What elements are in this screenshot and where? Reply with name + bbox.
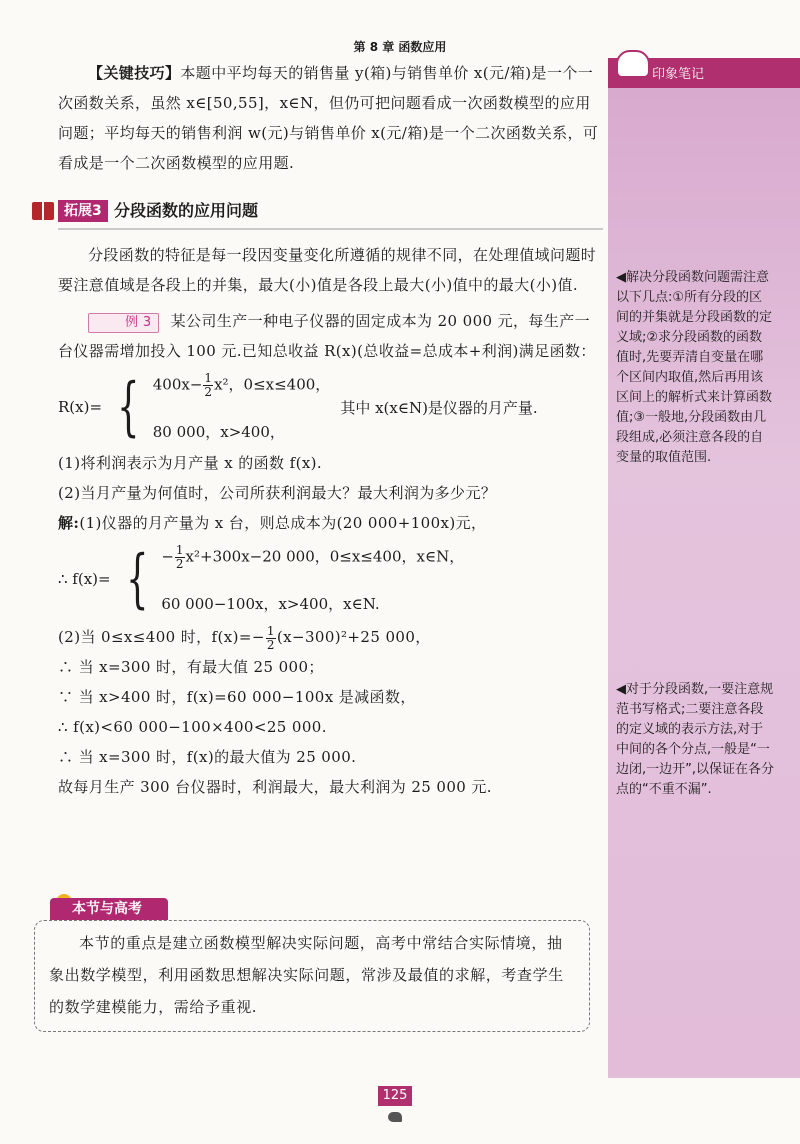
fraction-num: 1 <box>175 543 184 557</box>
chapter-header: 第 8 章 函数应用 <box>353 40 447 54</box>
revenue-case-2: 80 000，x>400， <box>152 423 285 441</box>
solution-line-3: ∴ 当 x=300 时，有最大值 25 000； <box>58 658 324 676</box>
section-heading <box>58 198 603 230</box>
section-tag: 拓展3 <box>58 200 108 222</box>
sidebar <box>608 58 800 1078</box>
elephant-icon <box>616 50 650 78</box>
exam-text: 本节的重点是建立函数模型解决实际问题，高考中常结合实际情境，抽象出数学模型，利用函数思想解决实际问题，常涉及最值的求解，考查学生的数学建模能力，需给予重视. <box>49 934 564 1016</box>
profit-cases <box>161 544 464 614</box>
revenue-function <box>58 372 603 442</box>
line2-post: (x−300)²+25 000， <box>276 628 431 646</box>
main-content <box>58 58 603 802</box>
fraction <box>203 372 213 399</box>
sidebar-header <box>608 58 800 88</box>
question-1: (1)将利润表示为月产量 x 的函数 f(x). <box>58 454 323 472</box>
solution-line-4: ∵ 当 x>400 时，f(x)=60 000−100x 是减函数， <box>58 688 416 706</box>
revenue-case1-post: x²，0≤x≤400， <box>214 375 331 394</box>
sidebar-title: 印象笔记 <box>652 67 705 82</box>
profit-case-1 <box>161 544 464 571</box>
tips-label: 【关键技巧】 <box>88 64 181 82</box>
solution-line-5: ∴ f(x)<60 000−100×400<25 000. <box>58 718 327 736</box>
book-icon <box>32 202 54 220</box>
fraction-den: 2 <box>175 557 184 571</box>
example-tag: 例 3 <box>88 313 159 333</box>
fraction <box>175 544 185 571</box>
sidebar-note-1: ◀解决分段函数问题需注意以下几点:①所有分段的区间的并集就是分段函数的定义域;②求分段函数的函数值时,先要弄清自变量在哪个区间内取值,然后再用该区间上的解析式来计算函数值;③一般地,分段函数由几段组成,必须注意各段的自变量的取值范围. <box>616 270 773 465</box>
fraction-num: 1 <box>266 623 275 638</box>
revenue-case1-pre: 400x− <box>152 375 203 394</box>
page-number: 125 <box>378 1086 412 1106</box>
fraction-den: 2 <box>204 385 213 399</box>
fraction-den: 2 <box>266 637 275 652</box>
brace-icon: { <box>117 370 140 444</box>
profit-function <box>58 544 603 614</box>
example-paragraph <box>58 306 603 366</box>
profit-lhs: ∴ f(x)= <box>58 570 111 588</box>
question-2: (2)当月产量为何值时，公司所获利润最大？最大利润为多少元？ <box>58 484 497 502</box>
solution-line-1 <box>58 508 603 538</box>
example-text: 某公司生产一种电子仪器的固定成本为 20 000 元，每生产一台仪器需增加投入 100 元.已知总收益 R(x)(总收益=总成本+利润)满足函数： <box>58 312 596 360</box>
solution-line-2 <box>58 622 603 652</box>
revenue-note: 其中 x(x∈N)是仪器的月产量. <box>340 398 538 417</box>
bird-icon <box>388 1112 402 1122</box>
brace-icon: { <box>125 542 149 616</box>
exam-title: 本节与高考 <box>50 898 168 920</box>
profit-case1-pre: − <box>161 547 174 566</box>
solution-line1-text: (1)仪器的月产量为 x 台，则总成本为(20 000+100x)元， <box>79 514 487 532</box>
tips-text: 本题中平均每天的销售量 y(箱)与销售单价 x(元/箱)是一个一次函数关系，虽然 x∈[50,55]，x∈N，但仍可把问题看成一次函数模型的应用问题；平均每天的销售利润 w(元)与销售单价 x(元/箱)是一个二次函数关系，可看成是一个二次函数模型的应用题. <box>58 64 599 172</box>
solution-line-7: 故每月生产 300 台仪器时，利润最大，最大利润为 25 000 元. <box>58 778 492 796</box>
profit-case-2: 60 000−100x，x>400，x∈N. <box>161 595 380 613</box>
fraction <box>266 625 276 652</box>
line2-pre: (2)当 0≤x≤400 时，f(x)=− <box>58 628 265 646</box>
profit-case1-post: x²+300x−20 000，0≤x≤400，x∈N， <box>185 547 465 566</box>
solution-line-6: ∴ 当 x=300 时，f(x)的最大值为 25 000. <box>58 748 357 766</box>
solution-label: 解: <box>58 514 80 532</box>
section-title: 分段函数的应用问题 <box>114 201 259 220</box>
revenue-case-1 <box>153 372 331 399</box>
revenue-cases <box>153 372 331 442</box>
exam-box <box>34 920 590 1032</box>
tips-paragraph <box>58 58 603 178</box>
sidebar-note-2: ◀对于分段函数,一要注意规范书写格式;二要注意各段的定义域的表示方法,对于中间的各个分点,一般是“一边闭,一边开”,以保证在各分点的“不重不漏”. <box>616 682 774 797</box>
revenue-lhs: R(x)= <box>58 398 103 416</box>
fraction-num: 1 <box>204 371 213 385</box>
intro-paragraph: 分段函数的特征是每一段因变量变化所遵循的规律不同，在处理值域问题时要注意值域是各段上的并集，最大(小)值是各段上最大(小)值中的最大(小)值. <box>58 246 597 294</box>
